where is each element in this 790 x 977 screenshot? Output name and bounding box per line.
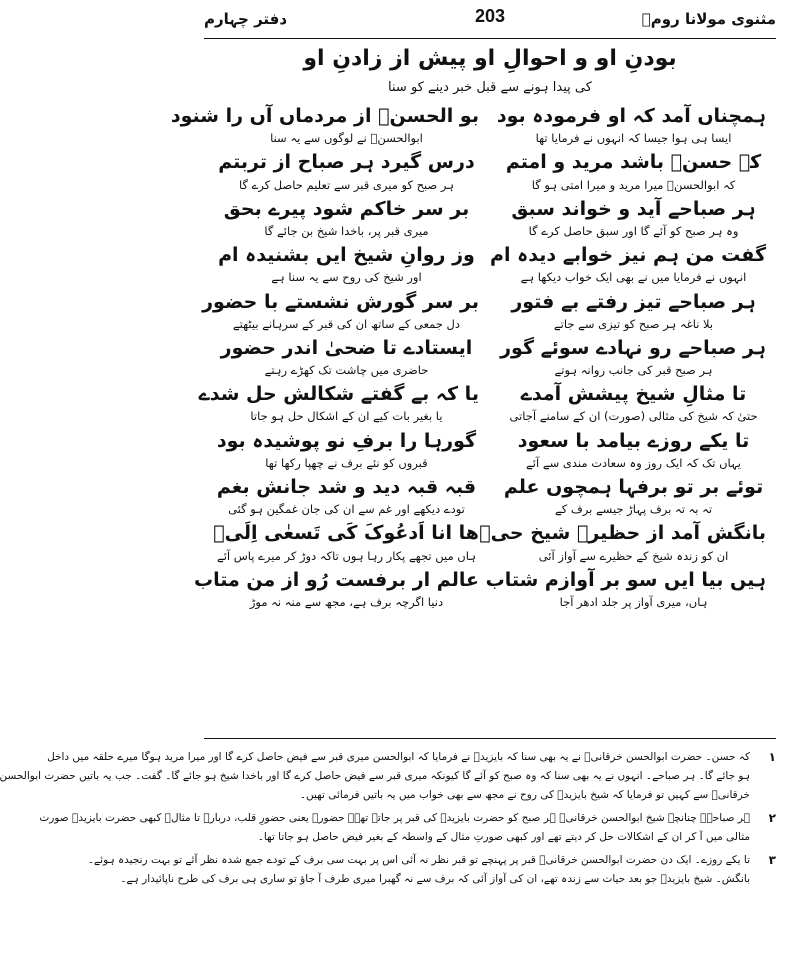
translation-right: ہر صبح قبر کی جانب روانہ ہوتے	[554, 363, 713, 378]
persian-couplet	[202, 290, 766, 313]
hemistich-right: تا یکے روزے بیامد با سعود	[517, 429, 750, 452]
hemistich-right: ہر صباحے تیز رفتے بے فتور	[511, 290, 756, 313]
urdu-translation	[214, 220, 766, 243]
persian-couplet	[214, 197, 766, 220]
translation-right: ان کو زندہ شیخ کے حظیرے سے آواز آئی	[538, 548, 729, 563]
translation-left: تودے دیکھے اور غم سے ان کی جان غمگین ہو گئی	[228, 502, 465, 517]
urdu-translation	[214, 498, 766, 521]
hemistich-left: ایستادے تا ضحیٰ اندر حضور	[220, 336, 473, 359]
urdu-translation	[214, 591, 766, 614]
persian-couplet	[198, 382, 766, 406]
urdu-translation	[214, 174, 766, 197]
persian-couplet	[170, 104, 766, 127]
translation-right: بلا ناغہ ہر صبح کو تیزی سے جاتے	[553, 316, 714, 331]
persian-couplet	[214, 521, 766, 544]
translation-left: ہر صبح کو میری قبر سے تعلیم حاصل کرے گا	[238, 177, 454, 192]
urdu-translation	[214, 545, 766, 568]
persian-couplet	[214, 336, 766, 359]
translation-left: ابوالحسنؒ نے لوگوں سے یہ سنا	[270, 131, 423, 146]
footnote-text: مثالی میں آ کر ان کے اشکالات حل کر دیتے تھے اور کبھی صورتِ مثال کے واسطہ کے بغیر فیض حاصل ہو جاتا تھا۔	[257, 831, 750, 843]
translation-left: دل جمعی کے ساتھ ان کی قبر کے سرہانے بیٹھتے	[232, 316, 461, 331]
translation-left: حاضری میں چاشت تک کھڑے رہتے	[264, 363, 429, 378]
translation-right: حتیٰ کہ شیخ کی مثالی (صورت) ان کے سامنے آجاتی	[509, 409, 758, 424]
page-header	[204, 4, 776, 36]
footnote-text: بانگش۔ شیخ بایزیدؒ جو بعد حیات سے زندہ تھے، ان کی آواز آئی کہ برف سے نہ گھبرا میری طرف آ جاؤ تو ساری ہی برف کی طرح ناپائیدار ہے۔	[120, 873, 750, 885]
translation-right: ایسا ہی ہوا جیسا کہ انہوں نے فرمایا تھا	[535, 131, 732, 146]
hemistich-left: وز روانِ شیخ ایں بشنیدہ ام	[218, 244, 475, 267]
urdu-translation	[214, 405, 766, 428]
translation-left: میری قبر پر، باخدا شیخ بن جائے گا	[264, 223, 429, 238]
hemistich-right: بانگش آمد از حظیرہ شیخ حیؒ	[479, 522, 766, 545]
hemistich-right: ہیں بیا ایں سو بر آوازم شتاب	[485, 568, 766, 591]
translation-right: تہ بہ تہ برف پہاڑ جیسے برف کے	[554, 502, 713, 517]
persian-couplet	[194, 568, 766, 591]
footnote-text: خرقانیؒ سے کہیں تو فرمایا کہ شیخ بایزیدؒ کی روح نے مجھ سے بھی خواب میں یہ باتیں فرمائی تھیں۔	[299, 789, 750, 801]
hemistich-left: عالم ار برفست رُو از من متاب	[194, 568, 479, 591]
translation-left: یا بغیر بات کیے ان کے اشکال حل ہو جاتا	[250, 409, 443, 424]
translation-right: ہاں، میری آواز پر جلد ادھر آجا	[559, 594, 708, 609]
footnotes	[0, 748, 776, 893]
book-title: مثنوی مولانا رومؒ	[641, 10, 776, 28]
hemistich-left: درس گیرد ہر صباح از تربتم	[218, 151, 475, 174]
hemistich-right: کہ حسنؒ باشد مرید و امتم	[505, 151, 762, 174]
translation-right: وہ ہر صبح کو آئے گا اور سبق حاصل کرے گا	[528, 223, 739, 238]
translation-left: اور شیخ کی روح سے یہ سنا ہے	[271, 270, 422, 285]
footnote-number: ۳	[768, 853, 776, 867]
translation-right: یہاں تک کہ ایک روز وہ سعادت مندی سے آئے	[526, 455, 741, 470]
volume-label: دفتر چہارم	[204, 10, 288, 28]
hemistich-left: ھا انا اَدعُوکَ کَی تَسعٰی اِلَیؒ	[213, 522, 479, 545]
footnote	[87, 851, 776, 889]
footnote	[39, 809, 776, 847]
hemistich-left: گورہا را برفِ نو پوشیدہ بود	[216, 429, 477, 452]
urdu-translation	[214, 127, 766, 150]
translation-left: ہاں میں تجھے پکار رہا ہوں تاکہ دوڑ کر میرے پاس آئے	[216, 548, 476, 563]
hemistich-right: ہر صباحے رو نہادے سوئے گور	[500, 336, 766, 359]
urdu-translation	[214, 452, 766, 475]
hemistich-left: بر سر گورش نشستے با حضور	[202, 290, 479, 313]
persian-couplet	[214, 475, 766, 498]
urdu-translation	[214, 266, 766, 289]
hemistich-right: تا مثالِ شیخ پیشش آمدے	[520, 383, 747, 406]
section-subtitle: کی پیدا ہونے سے قبل خبر دینے کو سنا	[388, 80, 592, 95]
persian-couplet	[214, 243, 766, 266]
footnote-divider	[204, 738, 776, 739]
translation-right: کہ ابوالحسنؒ میرا مرید و میرا امتی ہو گا	[531, 177, 736, 192]
footnote-text: تا یکے روزے۔ ایک دن حضرت ابوالحسن خرقانیؒ قبر پر پہنچے تو قبر نظر نہ آئی اس پر بہت سی برف کے تودے جمع شدہ نظر آئے تو بہت رنجیدہ ہوئے۔	[87, 854, 750, 866]
footnote-number: ۱	[768, 750, 776, 764]
footnote-number: ۲	[768, 811, 776, 825]
hemistich-right: توئے بر تو برفہا ہمچوں علم	[503, 476, 764, 498]
translation-left: دنیا اگرچہ برف ہے، مجھ سے منہ نہ موڑ	[249, 594, 444, 609]
hemistich-right: ہر صباحے آید و خواند سبق	[511, 197, 756, 220]
hemistich-left: بر سر خاکم شود پیرے بحق	[223, 197, 470, 220]
section-title: بودنِ او و احوالِ او پیش از زادنِ او	[303, 46, 677, 71]
hemistich-right: گفت من ہم نیز خوابے دیدہ ام	[490, 244, 766, 267]
footnote-text: ہو جائے گا۔ ہر صباحے۔ انہوں نے یہ بھی سنا کہ وہ صبح کو آئے گا کیونکہ میری قبر سے فیض حاصل کرے گا اور باخدا شیخ ہو جائے گا۔ گفت۔ جب یہ باتیں حضرت ابوالحسن	[0, 770, 750, 782]
verse-block	[170, 104, 766, 614]
hemistich-left: بو الحسنؒ از مردماں آں را شنود	[170, 105, 479, 127]
persian-couplet	[214, 150, 766, 173]
persian-couplet	[214, 429, 766, 452]
urdu-translation	[214, 359, 766, 382]
translation-right: انہوں نے فرمایا میں نے بھی ایک خواب دیکھا ہے	[520, 270, 747, 285]
urdu-translation	[214, 313, 766, 336]
translation-left: قبروں کو نئے برف نے چھپا رکھا تھا	[265, 455, 428, 470]
footnote-text: ہر صباحے۔ چنانچہ شیخ ابوالحسن خرقانیؒ ہر صبح کو حضرت بایزیدؒ کی قبر پر جاتے تھے۔ حضور۔ یعنی حضورِ قلب، دربار۔ تا مثال۔ کبھی حضرت بایزیدؒ صورت	[39, 812, 750, 824]
page-number: 203	[474, 6, 506, 26]
header-divider	[204, 38, 776, 39]
hemistich-left: یا کہ بے گفتے شکالش حل شدے	[198, 383, 479, 406]
hemistich-left: قبہ قبہ دید و شد جانش بغم	[216, 476, 477, 498]
footnote	[0, 748, 776, 805]
hemistich-right: ہمچناں آمد کہ او فرمودہ بود	[496, 105, 766, 127]
footnote-text: کہ حسن۔ حضرت ابوالحسن خرقانیؒ نے یہ بھی سنا کہ بایزیدؒ نے فرمایا کہ ابوالحسن میری قبر سے فیض حاصل کرے گا اور میرا مرید ہوگا میرے حلقہ میں داخل	[47, 751, 750, 763]
